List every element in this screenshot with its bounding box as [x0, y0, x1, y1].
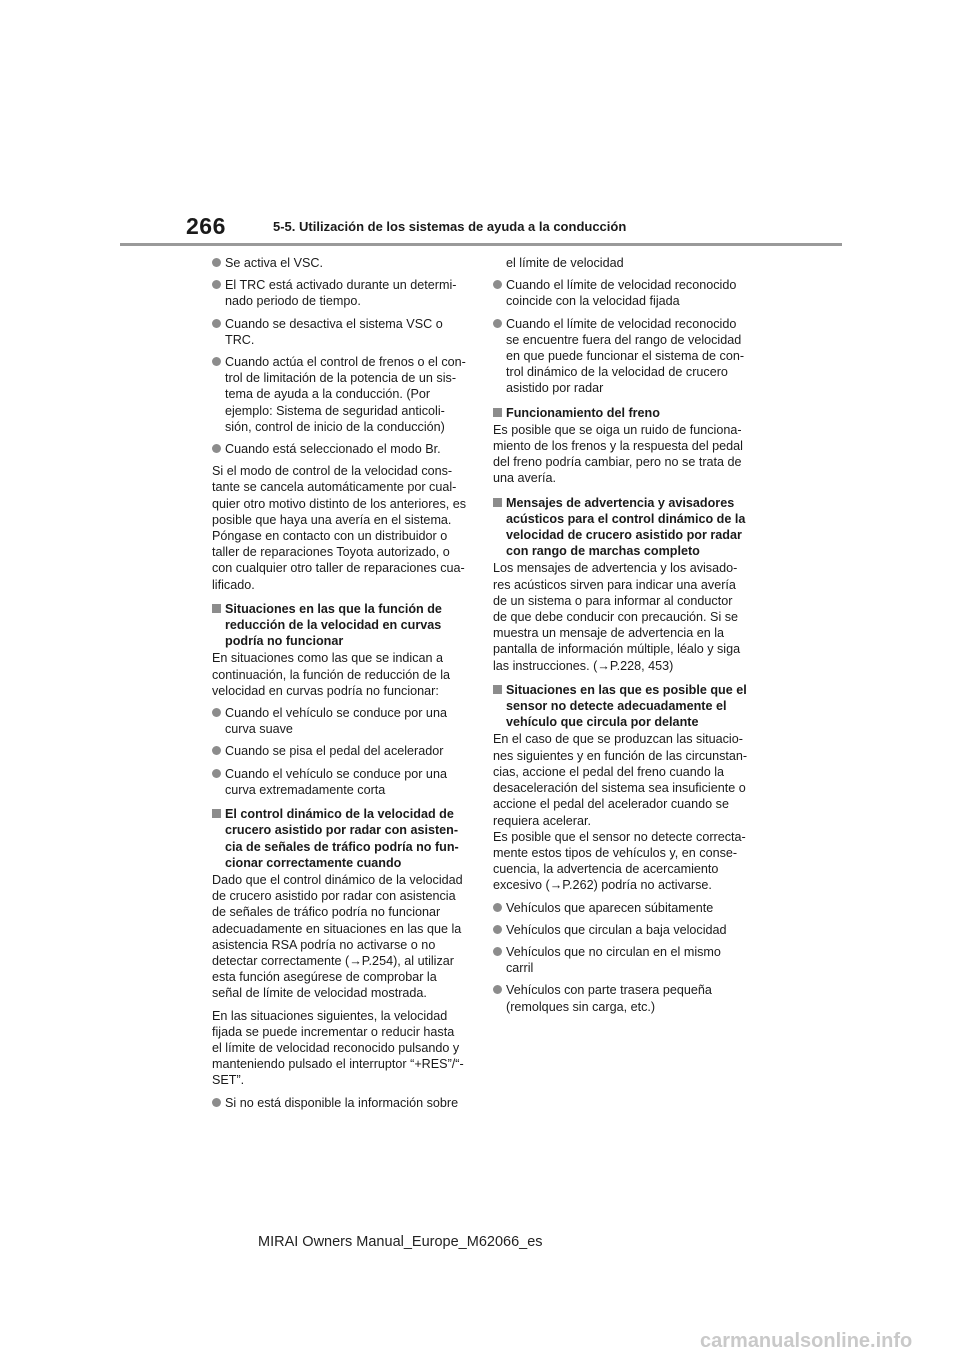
bullet-text: Cuando se pisa el pedal del acelerador [225, 744, 444, 759]
bullet-icon [212, 708, 221, 717]
section-heading [493, 682, 751, 731]
heading-text: Situaciones en las que es posible que el sensor no detecte adecuadamente el vehículo que circula por delante [506, 682, 747, 730]
bullet-text: Cuando el vehículo se conduce por una curva suave [225, 706, 447, 737]
square-bullet-icon [493, 498, 502, 507]
watermark: carmanualsonline.info [700, 1330, 913, 1352]
bullet-item [212, 766, 470, 798]
bullet-item [493, 316, 751, 397]
bullet-text: Cuando actúa el control de frenos o el con- trol de limitación de la potencia de un sis- tema de ayuda a la conducción. (Por ejemplo: Sistema de seguridad anticoli- sión, control de inicio de la conducción) [225, 355, 466, 434]
paragraph: En las situaciones siguientes, la velocidad fijada se puede incrementar o reducir hasta el límite de velocidad reconocido pulsando y manteniendo pulsado el interruptor “+RES”/“- SET”. [212, 1008, 464, 1088]
bullet-icon [212, 769, 221, 778]
right-column [493, 255, 751, 1021]
paragraph: Dado que el control dinámico de la velocidad de crucero asistido por radar con asistencia de señales de tráfico podría no funcionar adecuadamente en situaciones en las que la asistencia RSA podría no activarse o no detectar correctamente (→P.254), al utilizar esta función asegúrese de comprobar la señal de límite de velocidad mostrada. [212, 872, 463, 1001]
section-heading [212, 601, 470, 650]
bullet-icon [493, 947, 502, 956]
paragraph: Los mensajes de advertencia y los avisado- res acústicos sirven para indicar una avería de un sistema o para informar al conductor de que debe conducir con precaución. Si se muestra un mensaje de advertencia en la pantalla de información múltiple, léalo y siga las instrucciones. (→P.228, 453) [493, 561, 741, 673]
bullet-icon [212, 444, 221, 453]
square-bullet-icon [493, 685, 502, 694]
page-number: 266 [186, 213, 226, 239]
bullet-item [212, 277, 470, 309]
section-heading [493, 405, 751, 421]
heading-text: Funcionamiento del freno [506, 405, 660, 420]
bullet-item [493, 922, 751, 938]
bullet-text: Vehículos que circulan a baja velocidad [506, 922, 727, 937]
bullet-icon [493, 319, 502, 328]
bullet-text: El TRC está activado durante un determi- nado periodo de tiempo. [225, 278, 457, 309]
square-bullet-icon [212, 604, 221, 613]
left-column [212, 255, 470, 1117]
footer-text: MIRAI Owners Manual_Europe_M62066_es [258, 1234, 543, 1250]
bullet-item [493, 277, 751, 309]
bullet-icon [212, 357, 221, 366]
bullet-item [212, 743, 470, 759]
heading-text: El control dinámico de la velocidad de crucero asistido por radar con asisten- cia de señales de tráfico podría no fun- cionar correctamente cuando [225, 807, 459, 870]
bullet-text: Vehículos que aparecen súbitamente [506, 900, 714, 915]
bullet-text: Se activa el VSC. [225, 256, 323, 270]
paragraph: Si el modo de control de la velocidad cons- tante se cancela automáticamente por cual- quier otro motivo distinto de los anteriores, es posible que haya una avería en el sistema. Póngase en contacto con un distribuidor o taller de reparaciones Toyota autorizado, o con cualquier otro taller de reparaciones cua- lificado. [212, 464, 467, 592]
bullet-icon [493, 985, 502, 994]
square-bullet-icon [493, 408, 502, 417]
bullet-item [212, 1095, 470, 1111]
bullet-item [493, 982, 751, 1014]
bullet-item [212, 354, 470, 435]
bullet-icon [212, 280, 221, 289]
section-heading [212, 806, 470, 871]
paragraph: En el caso de que se produzcan las situacio- nes siguientes y en función de las circunstan- cias, accione el pedal del freno cuando la desaceleración del sistema sea insuficiente o accione el pedal del acelerador cuando se requiera acelerar. Es posible que el sensor no detecte correcta- mente estos tipos de vehículos y, en conse- cuencia, la advertencia de acercamiento excesivo (→P.262) podría no activarse. [493, 732, 748, 893]
bullet-icon [212, 258, 221, 267]
bullet-text: Cuando se desactiva el sistema VSC o TRC. [225, 316, 443, 347]
bullet-item [212, 705, 470, 737]
bullet-text: Cuando está seleccionado el modo Br. [225, 442, 441, 457]
bullet-item [212, 316, 470, 348]
bullet-icon [493, 925, 502, 934]
bullet-continuation: el límite de velocidad [506, 256, 624, 270]
bullet-text: Cuando el vehículo se conduce por una curva extremadamente corta [225, 766, 447, 797]
bullet-text: Cuando el límite de velocidad reconocido se encuentre fuera del rango de velocidad en que puede funcionar el sistema de con- trol dinámico de la velocidad de crucero asistido por radar [506, 316, 745, 396]
section-title: 5-5. Utilización de los sistemas de ayuda a la conducción [273, 219, 627, 234]
bullet-text: Vehículos con parte trasera pequeña (remolques sin carga, etc.) [506, 983, 712, 1014]
bullet-text: Cuando el límite de velocidad reconocido coincide con la velocidad fijada [506, 278, 737, 309]
bullet-text: Si no está disponible la información sobre [225, 1095, 459, 1110]
square-bullet-icon [212, 809, 221, 818]
section-heading [493, 495, 751, 560]
heading-text: Mensajes de advertencia y avisadores acústicos para el control dinámico de la velocidad de crucero asistido por radar con rango de marchas completo [506, 495, 746, 559]
bullet-item [212, 441, 470, 457]
paragraph: En situaciones como las que se indican a continuación, la función de reducción de la velocidad en curvas podría no funcionar: [212, 651, 451, 698]
bullet-item [212, 255, 470, 271]
bullet-icon [212, 1098, 221, 1107]
bullet-icon [212, 319, 221, 328]
paragraph: Es posible que se oiga un ruido de funciona- miento de los frenos y la respuesta del pedal del freno podría cambiar, pero no se trata de una avería. [493, 422, 743, 486]
heading-text: Situaciones en las que la función de reducción de la velocidad en curvas podría no funcionar [225, 601, 442, 649]
bullet-icon [493, 280, 502, 289]
bullet-text: Vehículos que no circulan en el mismo carril [506, 944, 721, 976]
bullet-icon [493, 903, 502, 912]
bullet-item [493, 900, 751, 916]
header-rule [120, 243, 842, 246]
bullet-icon [212, 746, 221, 755]
bullet-item [493, 944, 751, 976]
